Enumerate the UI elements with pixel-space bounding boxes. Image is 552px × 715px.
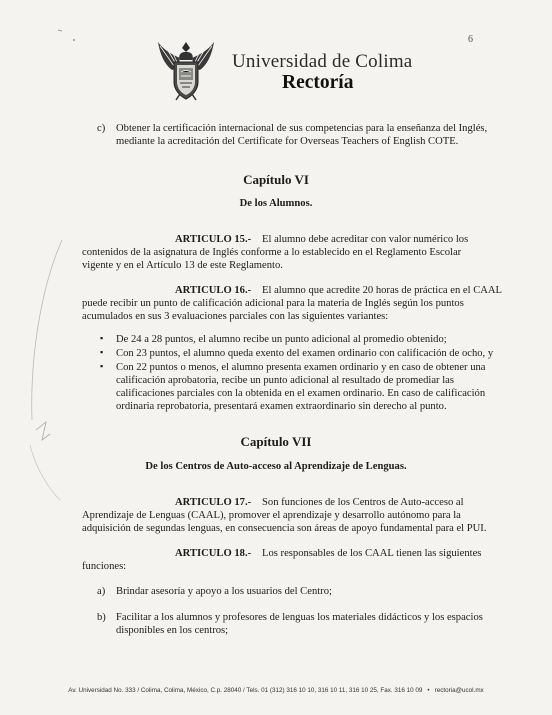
chapter-7-title: Capítulo VII bbox=[240, 434, 312, 449]
bullet-marker: ▪ bbox=[100, 333, 104, 343]
bullet-marker: ▪ bbox=[100, 361, 104, 371]
footer-email[interactable]: rectoria@ucol.mx bbox=[434, 687, 484, 694]
article-16-bullet-3-line-3: calificaciones parciales con la obtenida en el examen ordinario. En caso de calificación bbox=[116, 388, 486, 399]
footer-address: Av. Universidad No. 333 / Colima, Colima, México, C.p. 28040 / Tels. 01 (312) 316 10 10, 316 10 11, 316 10 25, Fax. 316 10 09 bbox=[68, 687, 423, 694]
article-17-line-3: adquisición de segundas lenguas, en consecuencia son áreas de apoyo fundamental para el PUI. bbox=[82, 523, 487, 534]
article-18-heading: ARTICULO 18.- bbox=[175, 548, 252, 559]
university-crest-icon bbox=[156, 38, 216, 104]
article-18-line-2: funciones: bbox=[82, 561, 127, 572]
article-16-line-3: acumulados en sus 3 evaluaciones parciales con las siguientes variantes: bbox=[82, 311, 389, 322]
chapter-6-title: Capítulo VI bbox=[243, 172, 309, 187]
article-17-heading: ARTICULO 17.- bbox=[175, 497, 252, 508]
article-15-line-3: vigente y en el Artículo 13 de este Reglamento. bbox=[82, 260, 283, 271]
article-18-item-a-line-1: Brindar asesoría y apoyo a los usuarios del Centro; bbox=[116, 586, 332, 597]
item-c-line-2: mediante la acreditación del Certificate for Overseas Teachers of English COTE. bbox=[116, 136, 459, 147]
article-16-bullet-3-line-1: Con 22 puntos o menos, el alumno presenta examen ordinario y en caso de obtener una bbox=[116, 362, 486, 373]
article-18-item-b-line-1: Facilitar a los alumnos y profesores de lenguas los materiales didácticos y los espacios bbox=[116, 612, 483, 623]
footer-separator: • bbox=[427, 687, 430, 694]
item-c-line-1: Obtener la certificación internacional de sus competencias para la enseñanza del Inglés, bbox=[116, 123, 488, 134]
article-16-bullet-1: De 24 a 28 puntos, el alumno recibe un punto adicional al promedio obtenido; bbox=[116, 334, 447, 345]
article-16-line-2: puede recibir un punto de calificación adicional para la materia de Inglés según los puntos bbox=[82, 298, 464, 309]
article-17-line-1: Son funciones de los Centros de Auto-acceso al bbox=[262, 497, 464, 508]
article-16-bullet-3-line-4: ordinaria reprobatoria, presentará examen extraordinario sin derecho al punto. bbox=[116, 401, 447, 412]
chapter-7-subtitle: De los Centros de Auto-acceso al Aprendizaje de Lenguas. bbox=[145, 461, 407, 472]
article-18-line-1: Los responsables de los CAAL tienen las siguientes bbox=[262, 548, 482, 559]
article-18-item-a-marker: a) bbox=[97, 586, 106, 597]
chapter-6-subtitle: De los Alumnos. bbox=[239, 198, 313, 209]
article-16-line-1: El alumno que acredite 20 horas de práctica en el CAAL bbox=[262, 285, 503, 296]
article-15-line-2: contenidos de la asignatura de Inglés conforme a lo establecido en el Reglamento Escolar bbox=[82, 247, 462, 258]
page-footer bbox=[0, 687, 552, 694]
university-name: Universidad de Colima bbox=[232, 51, 413, 72]
bullet-marker: ▪ bbox=[100, 347, 104, 357]
item-c-marker: c) bbox=[97, 123, 106, 134]
article-16-bullet-3-line-2: calificación aprobatoria, recibe un punto adicional al resultado de promediar las bbox=[116, 375, 454, 386]
article-18-item-b-marker: b) bbox=[97, 612, 106, 623]
article-15-line-1: El alumno debe acreditar con valor numérico los bbox=[262, 234, 469, 245]
article-17-line-2: Aprendizaje de Lenguas (CAAL), promover el aprendizaje y desarrollo autónomo para la bbox=[82, 510, 461, 521]
article-18-item-b-line-2: disponibles en los centros; bbox=[116, 625, 229, 636]
article-16-heading: ARTICULO 16.- bbox=[175, 285, 252, 296]
department-title: Rectoría bbox=[282, 72, 354, 93]
article-15-heading: ARTICULO 15.- bbox=[175, 234, 252, 245]
article-16-bullet-2: Con 23 puntos, el alumno queda exento del examen ordinario con calificación de ocho, y bbox=[116, 348, 494, 359]
page-number: 6 bbox=[468, 34, 473, 45]
